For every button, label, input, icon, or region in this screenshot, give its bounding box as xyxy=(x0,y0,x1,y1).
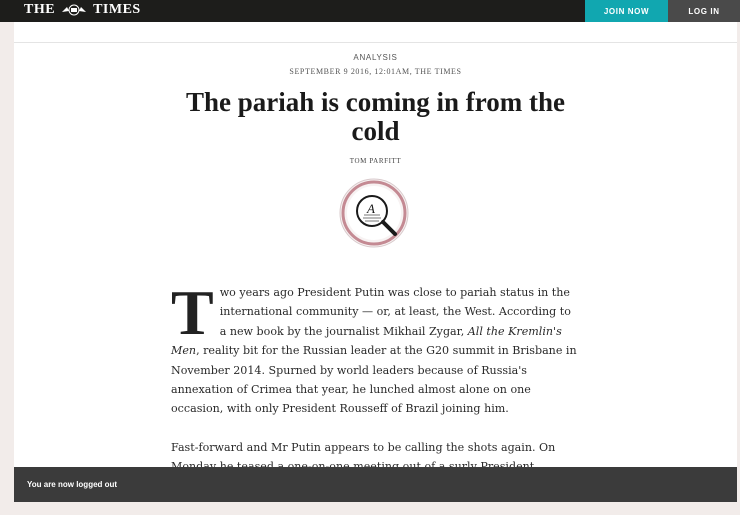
section-label[interactable]: ANALYSIS xyxy=(353,53,398,62)
join-now-button[interactable]: JOIN NOW xyxy=(585,0,668,22)
logo-word-times: TIMES xyxy=(93,2,141,17)
icon-letter: A xyxy=(367,201,375,216)
logo-word-the: THE xyxy=(24,2,56,17)
logout-notice-bar xyxy=(14,467,737,502)
log-in-button[interactable]: LOG IN xyxy=(668,0,740,22)
divider xyxy=(14,42,737,43)
p1-text-a: wo years ago President Putin was close to pariah status in the international community — or, at least, the West. According to a new book by the journalist Mikhail Zygar, xyxy=(219,286,571,338)
headline: The pariah is coming in from the cold xyxy=(185,87,565,146)
analysis-magnifier-icon xyxy=(339,178,409,248)
p1-text-b: , reality bit for the Russian leader at the G20 summit in Brisbane in November 2014. Spurned by world leaders because of Russia's annexation of Crimea that year, he lunched almost alone on one occasion, with only President Rousseff of Brazil joining him. xyxy=(171,344,577,416)
book-title: All the Kremlin's Men xyxy=(171,324,562,358)
paragraph-1 xyxy=(171,277,581,419)
article-card xyxy=(14,22,737,502)
paragraph-2: Fast-forward and Mr Putin appears to be calling the shots again. On xyxy=(171,440,556,454)
drop-cap: T xyxy=(171,277,214,348)
logout-notice-text: You are now logged out xyxy=(27,480,118,489)
top-bar xyxy=(0,0,740,22)
crest-icon xyxy=(59,4,89,16)
byline[interactable]: TOM PARFITT xyxy=(349,157,402,165)
dateline: SEPTEMBER 9 2016, 12:01AM, THE TIMES xyxy=(289,67,462,76)
times-logo[interactable] xyxy=(24,2,141,18)
